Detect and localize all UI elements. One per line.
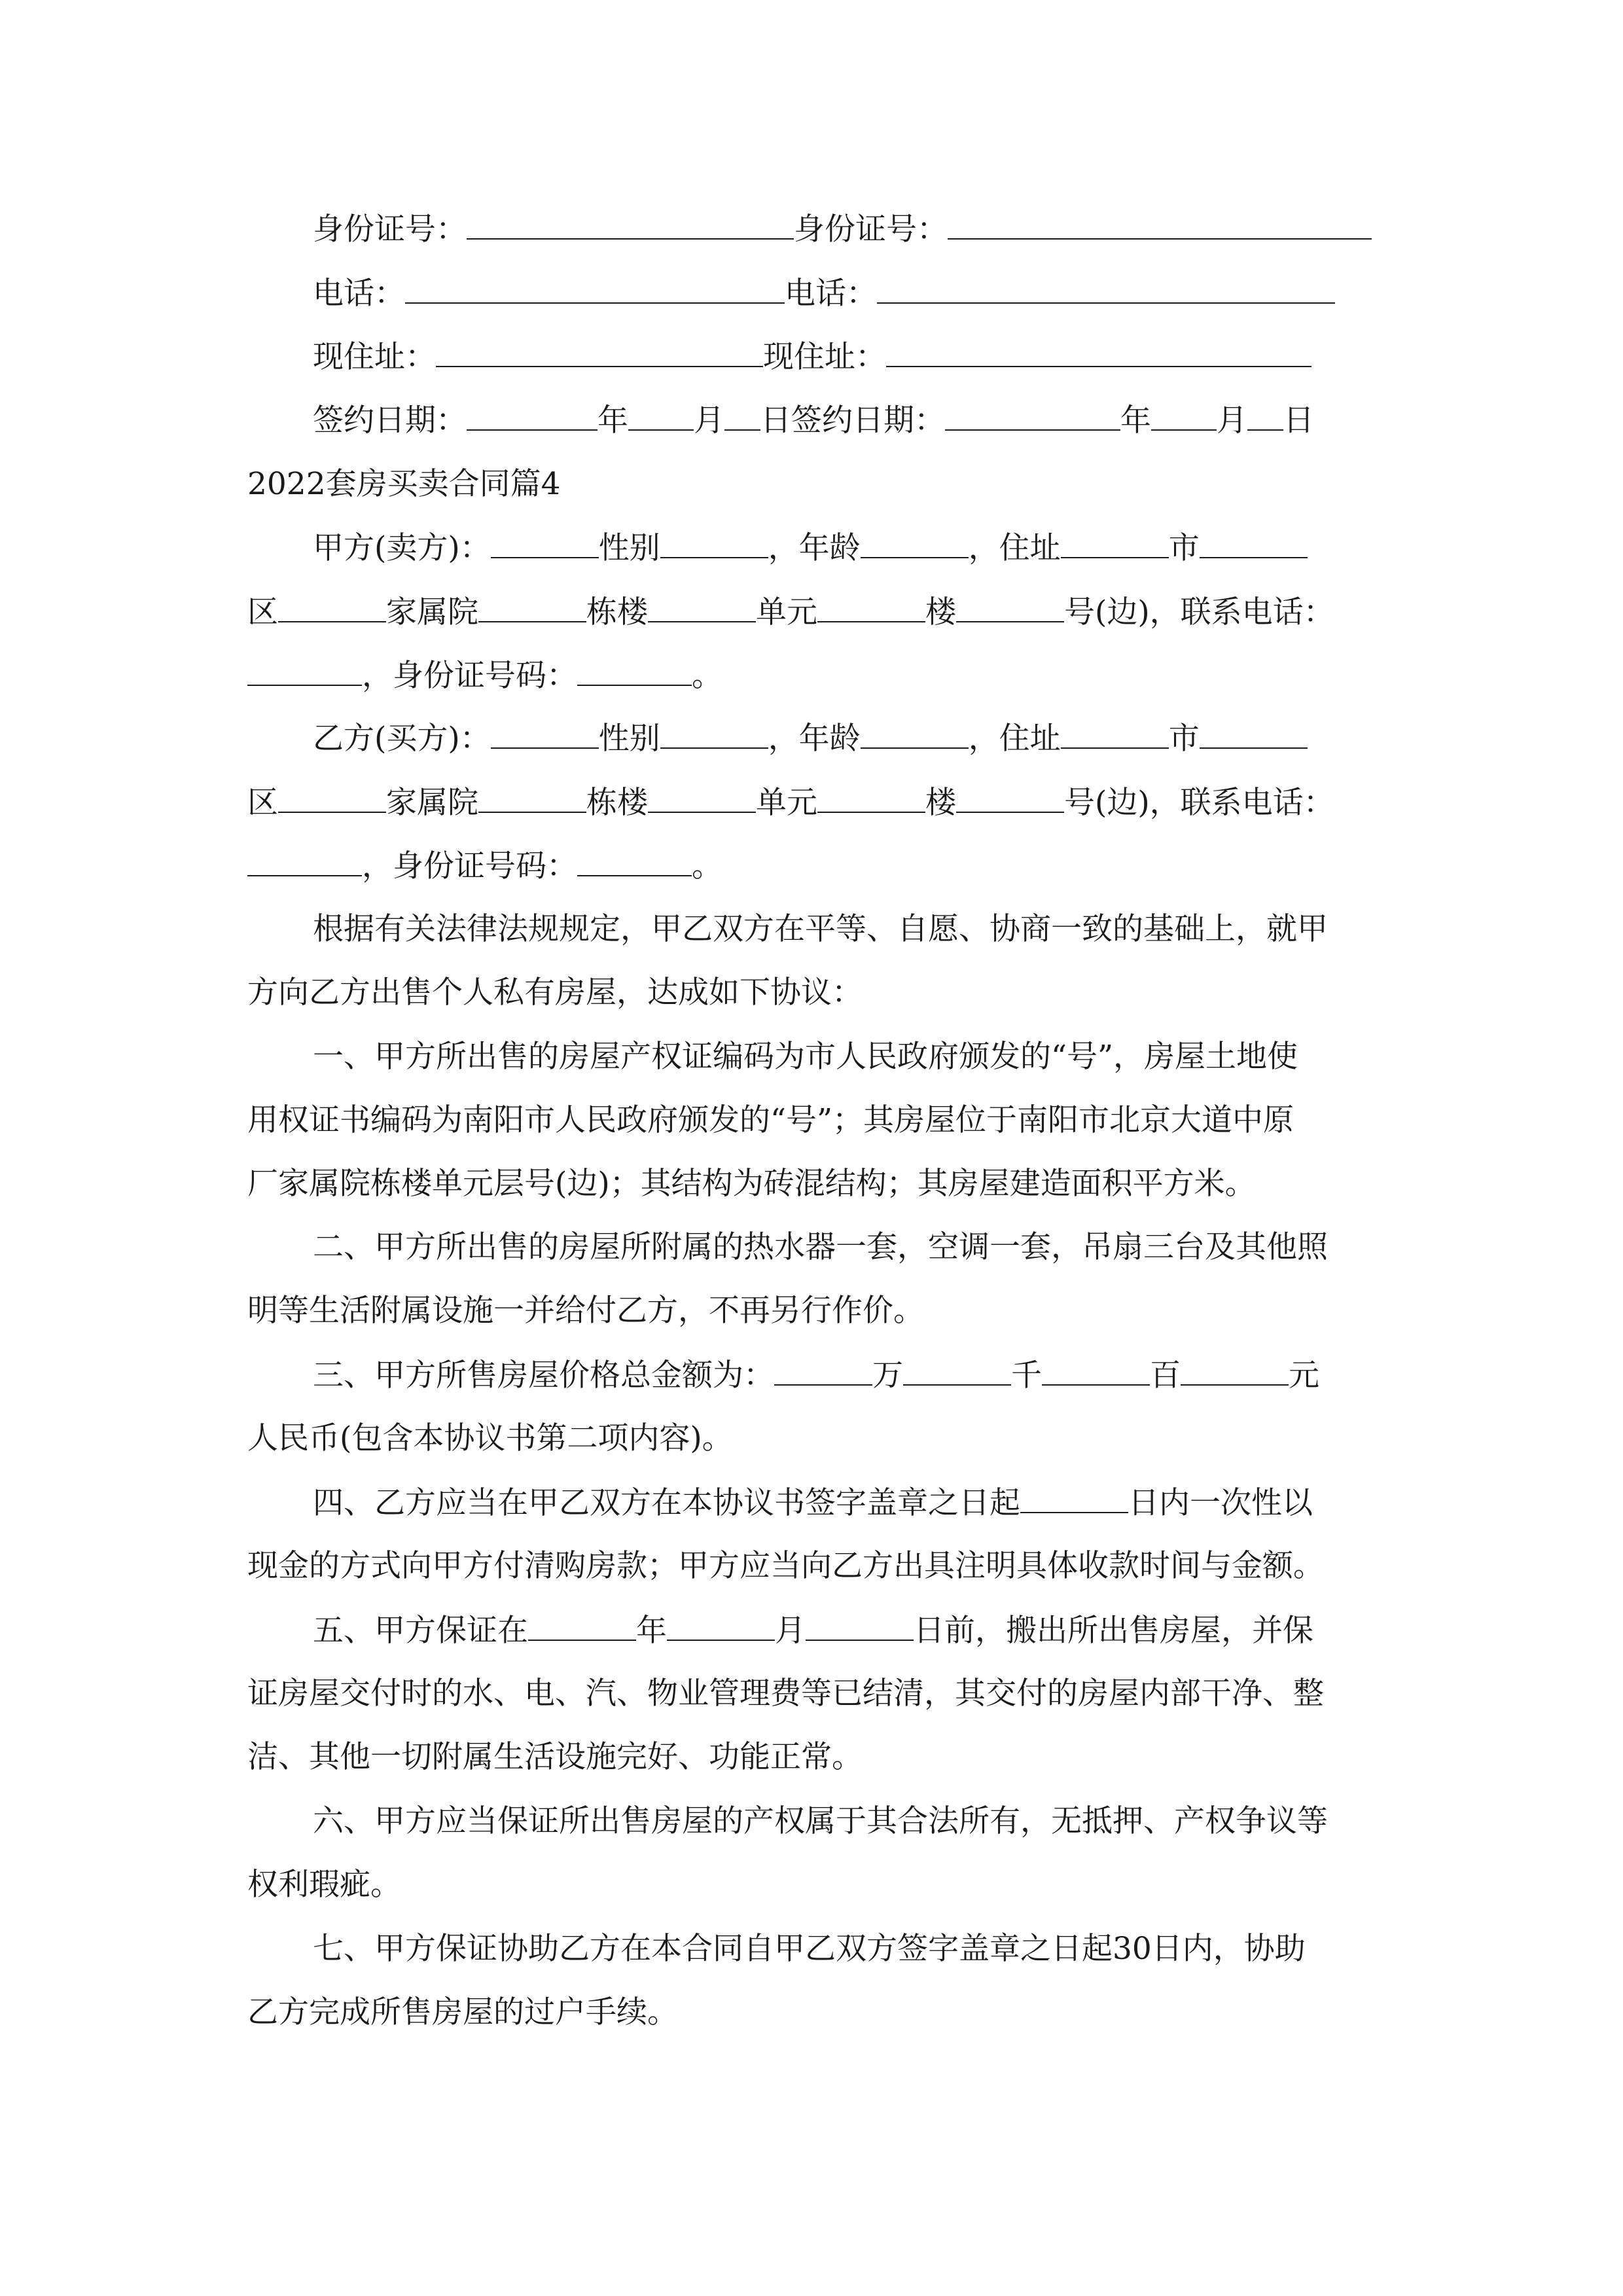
clause3-qian-blank (903, 1355, 1011, 1386)
party-a-compound-blank (478, 592, 586, 622)
party-a-unit-label: 单元 (756, 594, 817, 630)
party-a-line1 (313, 528, 1380, 568)
date-day-a: 日 (760, 403, 791, 439)
date-year-blank-a (467, 401, 597, 431)
party-a-label: 甲方(卖方)： (313, 530, 491, 566)
party-b-city-label: 市 (1168, 721, 1200, 757)
clause5-line1 (313, 1611, 1380, 1651)
party-b-address-blank (1061, 719, 1169, 749)
party-b-name-blank (491, 719, 599, 749)
clause5-day-blank (806, 1611, 914, 1641)
clause3-prefix: 三、甲方所售房屋价格总金额为： (313, 1357, 774, 1393)
party-b-building-blank (648, 783, 756, 813)
party-b-floor-label: 楼 (925, 785, 956, 821)
clause3-wan-blank (774, 1355, 872, 1386)
clause2-line2: 明等生活附属设施一并给付乙方，不再另行作价。 (247, 1293, 924, 1329)
clause3-bai-blank (1042, 1355, 1150, 1386)
clause5-prefix: 五、甲方保证在 (313, 1613, 528, 1649)
clause1-line3: 厂家属院栋楼单元层号(边)；其结构为砖混结构；其房屋建造面积平方米。 (247, 1166, 1256, 1202)
party-a-unit-blank (817, 592, 925, 622)
party-a-district-label: 区 (247, 594, 278, 630)
date-year-b: 年 (1120, 403, 1151, 439)
date-month-a: 月 (694, 403, 724, 439)
party-a-age-label: ，年龄 (768, 530, 861, 566)
clause2-line1: 二、甲方所出售的房屋所附属的热水器一套，空调一套，吊扇三台及其他照 (313, 1229, 1328, 1265)
party-b-phone-label: 号(边)，联系电话： (1064, 785, 1334, 821)
phone-label-b: 电话： (785, 276, 877, 312)
clause7-line2: 乙方完成所售房屋的过户手续。 (247, 1994, 678, 2030)
phone-blank-a (405, 274, 785, 304)
party-b-building-label: 栋楼 (586, 785, 648, 821)
address-blank-a (436, 337, 763, 367)
id-label-b: 身份证号： (794, 211, 948, 247)
party-b-line3 (247, 846, 1380, 886)
preamble-line2: 方向乙方出售个人私有房屋，达成如下协议： (247, 975, 863, 1011)
clause6-line1: 六、甲方应当保证所出售房屋的产权属于其合法所有，无抵押、产权争议等 (313, 1803, 1328, 1839)
party-b-age-blank (861, 719, 969, 749)
clause5-suffix: 日前，搬出所出售房屋，并保 (914, 1613, 1313, 1649)
signature-address-row (313, 337, 1380, 377)
date-day-blank-a (724, 401, 760, 431)
party-a-city-blank (1200, 528, 1308, 558)
date-label-a: 签约日期： (313, 403, 467, 439)
party-b-gender-blank (660, 719, 768, 749)
address-label-a: 现住址： (313, 339, 436, 375)
clause4-days-blank (1020, 1483, 1128, 1513)
address-label-b: 现住址： (763, 339, 886, 375)
date-month-blank-b (1151, 401, 1217, 431)
party-b-city-blank (1200, 719, 1308, 749)
id-blank-a (467, 209, 794, 240)
party-b-id-blank (577, 846, 692, 876)
party-b-district-label: 区 (247, 785, 278, 821)
party-a-id-blank (577, 656, 692, 686)
clause5-line3: 洁、其他一切附属生活设施完好、功能正常。 (247, 1739, 863, 1775)
party-b-age-label: ，年龄 (768, 721, 861, 757)
date-year-a: 年 (597, 403, 628, 439)
party-b-compound-label: 家属院 (386, 785, 478, 821)
section-heading: 2022套房买卖合同篇4 (247, 466, 561, 502)
clause5-line2: 证房屋交付时的水、电、汽、物业管理费等已结清，其交付的房屋内部干净、整 (247, 1676, 1324, 1712)
party-b-floor-blank (956, 783, 1064, 813)
date-year-blank-b (945, 401, 1120, 431)
party-b-line2 (247, 783, 1380, 823)
party-b-unit-blank (817, 783, 925, 813)
party-a-phone-label: 号(边)，联系电话： (1064, 594, 1334, 630)
date-label-b: 签约日期： (791, 403, 945, 439)
phone-blank-b (877, 274, 1335, 304)
party-a-phone-blank (247, 656, 362, 686)
clause4-line2: 现金的方式向甲方付清购房款；甲方应当向乙方出具注明具体收款时间与金额。 (247, 1548, 1324, 1584)
clause4-line1 (313, 1483, 1380, 1523)
date-day-blank-b (1247, 401, 1283, 431)
clause3-qian: 千 (1011, 1357, 1042, 1393)
party-a-floor-label: 楼 (925, 594, 956, 630)
clause5-month-blank (667, 1611, 775, 1641)
party-a-building-label: 栋楼 (586, 594, 648, 630)
clause1-line2: 用权证书编码为南阳市人民政府颁发的“号”；其房屋位于南阳市北京大道中原 (247, 1102, 1294, 1138)
clause3-line1 (313, 1355, 1380, 1395)
clause5-year-blank (528, 1611, 636, 1641)
party-a-floor-blank (956, 592, 1064, 622)
clause3-wan: 万 (872, 1357, 903, 1393)
party-b-label: 乙方(买方)： (313, 721, 491, 757)
party-b-unit-label: 单元 (756, 785, 817, 821)
party-b-id-label: ，身份证号码： (362, 848, 577, 884)
clause3-bai: 百 (1150, 1357, 1181, 1393)
party-a-line2 (247, 592, 1380, 632)
party-b-compound-blank (478, 783, 586, 813)
date-month-b: 月 (1217, 403, 1247, 439)
party-a-compound-label: 家属院 (386, 594, 478, 630)
party-a-gender-blank (660, 528, 768, 558)
clause3-yuan-blank (1181, 1355, 1289, 1386)
party-b-line1 (313, 719, 1380, 759)
signature-date-row (313, 401, 1380, 440)
clause5-month: 月 (775, 1613, 806, 1649)
signature-id-row (313, 209, 1380, 249)
party-b-end: 。 (692, 848, 722, 884)
party-a-district-blank (278, 592, 386, 622)
party-a-name-blank (491, 528, 599, 558)
address-blank-b (886, 337, 1311, 367)
phone-label-a: 电话： (313, 276, 405, 312)
clause4-prefix: 四、乙方应当在甲乙双方在本协议书签字盖章之日起 (313, 1485, 1020, 1521)
party-a-id-label: ，身份证号码： (362, 658, 577, 694)
clause7-line1: 七、甲方保证协助乙方在本合同自甲乙双方签字盖章之日起30日内，协助 (313, 1931, 1306, 1967)
clause6-line2: 权利瑕疵。 (247, 1867, 401, 1903)
clause3-yuan: 元 (1289, 1357, 1319, 1393)
party-a-address-blank (1061, 528, 1169, 558)
party-a-age-blank (861, 528, 969, 558)
party-a-gender-label: 性别 (598, 530, 660, 566)
id-blank-b (948, 209, 1372, 240)
party-b-district-blank (278, 783, 386, 813)
party-a-address-label: ，住址 (968, 530, 1061, 566)
party-a-building-blank (648, 592, 756, 622)
signature-phone-row (313, 274, 1380, 314)
party-a-city-label: 市 (1168, 530, 1200, 566)
party-a-line3 (247, 656, 1380, 696)
clause4-suffix: 日内一次性以 (1128, 1485, 1313, 1521)
preamble-line1: 根据有关法律法规规定，甲乙双方在平等、自愿、协商一致的基础上，就甲 (313, 911, 1328, 947)
clause1-line1: 一、甲方所出售的房屋产权证编码为市人民政府颁发的“号”，房屋土地使 (313, 1039, 1298, 1075)
date-day-b: 日 (1283, 403, 1314, 439)
clause3-line2: 人民币(包含本协议书第二项内容)。 (247, 1420, 733, 1456)
date-month-blank-a (628, 401, 694, 431)
party-a-end: 。 (692, 658, 722, 694)
party-b-address-label: ，住址 (968, 721, 1061, 757)
clause5-year: 年 (636, 1613, 667, 1649)
party-b-gender-label: 性别 (598, 721, 660, 757)
id-label-a: 身份证号： (313, 211, 467, 247)
party-b-phone-blank (247, 846, 362, 876)
